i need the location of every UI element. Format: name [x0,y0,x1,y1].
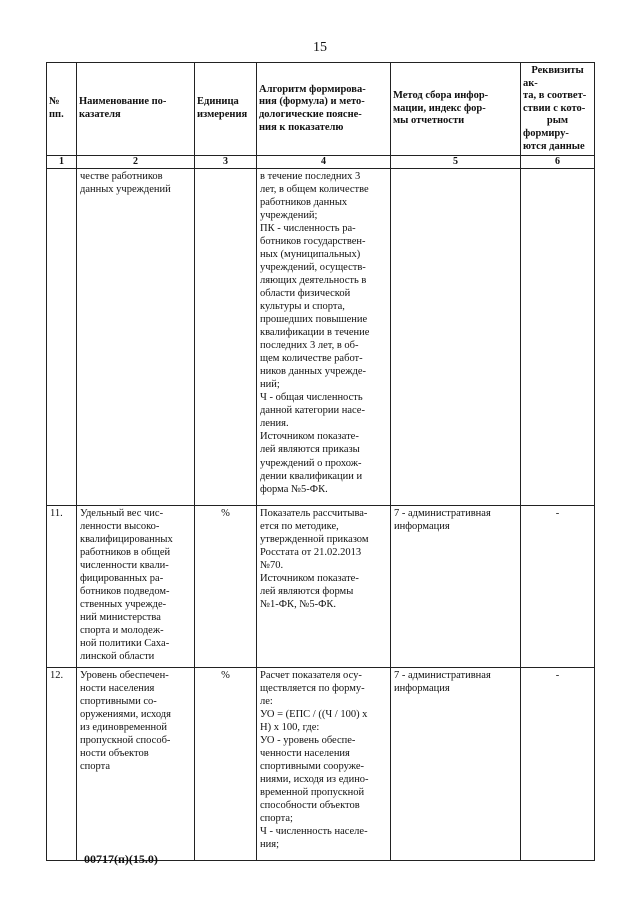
table-row [47,169,595,506]
algorithm: Показатель рассчитыва- ется по методике, утвержденной приказом Росстата от 21.02.2013 №70. Источником показате- лей являются формы №1-ФК, №5-ФК. [257,506,391,668]
row-number: 11. [47,506,77,668]
column-number: 1 [47,156,77,169]
page-number: 15 [313,40,327,55]
document-code: 00717(п)(15.0) [84,852,158,866]
column-number-row [47,156,595,169]
collection-method: 7 - административная информация [391,506,521,668]
header-indicator-name: Наименование по- казателя [77,63,195,156]
column-number: 5 [391,156,521,169]
row-number [47,169,77,506]
act-requisites [521,169,595,506]
collection-method: 7 - административная информация [391,668,521,861]
indicator-name: Уровень обеспечен- ности населения спортивными со- оружениями, исходя из единовременной пропускной способ- ности объектов спорта [77,668,195,861]
indicator-name: Удельный вес чис- ленности высоко- квалифицированных работников в общей численности квали- фицированных ра- ботников подведом- ственных учрежде- ний министерства спорта и молодеж- ной политики Саха- линской области [77,506,195,668]
indicators-table [46,62,595,861]
table-row [47,506,595,668]
table-row [47,668,595,861]
column-number: 4 [257,156,391,169]
indicator-name: честве работников данных учреждений [77,169,195,506]
row-number: 12. [47,668,77,861]
act-requisites: - [521,506,595,668]
column-number: 2 [77,156,195,169]
header-unit: Единица измерения [195,63,257,156]
header-number: № пп. [47,63,77,156]
act-requisites: - [521,668,595,861]
header-act-requisites: Реквизиты ак- та, в соответ- ствии с кото- рым формиру- ются данные [521,63,595,156]
collection-method [391,169,521,506]
header-algorithm: Алгоритм формирова- ния (формула) и мето- дологические поясне- ния к показателю [257,63,391,156]
unit: % [195,506,257,668]
header-collection-method: Метод сбора инфор- мации, индекс фор- мы отчетности [391,63,521,156]
column-number: 6 [521,156,595,169]
unit: % [195,668,257,861]
column-number: 3 [195,156,257,169]
algorithm: в течение последних 3 лет, в общем количестве работников данных учреждений; ПК - численность ра- ботников государствен- ных (муниципальных) учреждений, осуществ- ляющих деятельность в области физической культуры и спорта, прошедших повышение квалификации в течение последних 3 лет, в об- щем количестве работ- ников данных учрежде- ний; Ч - общая численность данной категории насе- ления. Источником показате- лей являются приказы учреждений о прохож- дении квалификации и форма №5-ФК. [257,169,391,506]
unit [195,169,257,506]
algorithm: Расчет показателя осу- ществляется по форму- ле: УО = (ЕПС / ((Ч / 100) х Н) х 100, где: УО - уровень обеспе- ченности населения спортивными сооруже- ниями, исходя из едино- временной пропускной способности объектов спорта; Ч - численность населе- ния; [257,668,391,861]
table-header-row [47,63,595,156]
